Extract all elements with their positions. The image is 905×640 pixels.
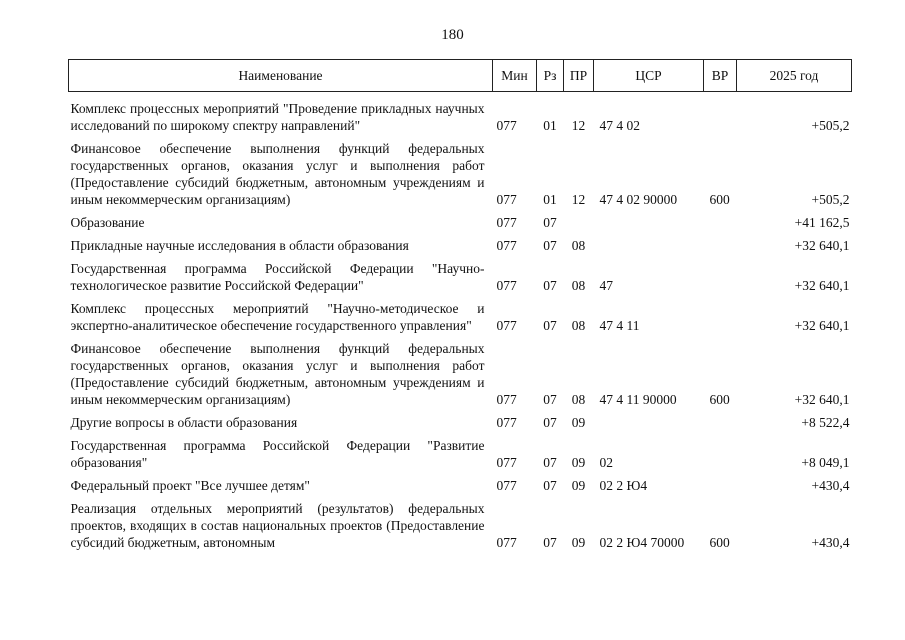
row-amount: +8 522,4 — [801, 415, 850, 430]
row-min: 077 — [496, 455, 517, 470]
row-csr — [594, 231, 704, 254]
row-csr: 02 2 Ю4 — [599, 478, 648, 493]
row-vr — [704, 431, 737, 471]
row-min: 077 — [496, 392, 517, 407]
row-min: 077 — [496, 478, 517, 493]
row-vr — [704, 231, 737, 254]
row-csr: 47 4 02 — [599, 118, 640, 133]
table-row — [69, 208, 852, 231]
row-vr — [704, 254, 737, 294]
table-header-row — [69, 60, 852, 92]
header-rz: Рз — [537, 60, 564, 92]
row-rz: 07 — [543, 535, 557, 550]
row-min: 077 — [496, 318, 517, 333]
row-amount: +8 049,1 — [801, 455, 850, 470]
row-name: Образование — [70, 215, 145, 230]
row-name: Реализация отдельных мероприятий (результатов) федеральных проектов, входящих в состав национальных проектов (Предоставление субсидий бюджетным, автономным — [70, 501, 485, 550]
row-rz: 07 — [543, 392, 557, 407]
row-pr: 12 — [571, 118, 586, 133]
row-pr: 09 — [571, 415, 586, 430]
row-name: Прикладные научные исследования в области образования — [70, 238, 409, 253]
row-amount: +32 640,1 — [794, 278, 850, 293]
row-name: Другие вопросы в области образования — [70, 415, 298, 430]
row-pr: 09 — [571, 478, 586, 493]
row-csr: 47 4 11 — [599, 318, 640, 333]
row-min: 077 — [496, 278, 517, 293]
row-min: 077 — [496, 415, 517, 430]
row-amount: +41 162,5 — [794, 215, 850, 230]
row-name: Финансовое обеспечение выполнения функций федеральных государственных органов, оказания услуг и выполнения работ (Предоставление субсидий бюджетным, автономным учреждениям и иным некоммерческим организациям) — [70, 141, 485, 207]
row-min: 077 — [496, 238, 517, 253]
table-row — [69, 471, 852, 494]
row-pr: 08 — [571, 238, 586, 253]
row-vr: 600 — [709, 192, 730, 207]
row-vr — [704, 408, 737, 431]
row-csr: 02 2 Ю4 70000 — [599, 535, 685, 550]
row-pr: 08 — [571, 278, 586, 293]
row-vr — [704, 471, 737, 494]
page-number: 180 — [441, 27, 464, 43]
row-amount: +32 640,1 — [794, 392, 850, 407]
row-name: Финансовое обеспечение выполнения функций федеральных государственных органов, оказания услуг и выполнения работ (Предоставление субсидий бюджетным, автономным учреждениям и иным некоммерческим организациям) — [70, 341, 485, 407]
row-name: Государственная программа Российской Федерации "Научно-технологическое развитие Российской Федерации" — [70, 261, 485, 293]
row-amount: +32 640,1 — [794, 318, 850, 333]
row-name: Государственная программа Российской Федерации "Развитие образования" — [70, 438, 485, 470]
row-min: 077 — [496, 118, 517, 133]
row-csr — [594, 408, 704, 431]
row-pr: 09 — [571, 535, 586, 550]
row-min: 077 — [496, 535, 517, 550]
row-vr: 600 — [709, 535, 730, 550]
table-row — [69, 334, 852, 408]
row-amount: +430,4 — [811, 535, 850, 550]
table-row — [69, 431, 852, 471]
row-name: Комплекс процессных мероприятий "Научно-методическое и экспертно-аналитическое обеспечение государственного управления" — [70, 301, 485, 333]
row-rz: 07 — [543, 415, 557, 430]
header-vr: ВР — [704, 60, 737, 92]
table-row — [69, 294, 852, 334]
row-rz: 01 — [543, 118, 557, 133]
row-vr: 600 — [709, 392, 730, 407]
row-amount: +430,4 — [811, 478, 850, 493]
header-name: Наименование — [69, 60, 493, 92]
row-pr: 12 — [571, 192, 586, 207]
row-pr: 08 — [571, 318, 586, 333]
row-pr: 08 — [571, 392, 586, 407]
row-csr: 47 4 02 90000 — [599, 192, 678, 207]
budget-table — [68, 59, 852, 551]
table-row — [69, 231, 852, 254]
row-min: 077 — [496, 215, 517, 230]
table-row — [69, 134, 852, 208]
row-csr: 47 4 11 90000 — [599, 392, 677, 407]
row-rz: 07 — [543, 278, 557, 293]
header-min: Мин — [493, 60, 537, 92]
row-pr: 09 — [571, 455, 586, 470]
table-row — [69, 254, 852, 294]
header-year: 2025 год — [737, 60, 852, 92]
row-amount: +505,2 — [811, 192, 850, 207]
row-amount: +505,2 — [811, 118, 850, 133]
table-row — [69, 408, 852, 431]
row-min: 077 — [496, 192, 517, 207]
row-csr: 47 — [599, 278, 613, 293]
row-rz: 07 — [543, 478, 557, 493]
row-vr — [704, 92, 737, 135]
row-csr — [594, 208, 704, 231]
header-pr: ПР — [564, 60, 594, 92]
row-pr — [564, 208, 594, 231]
row-amount: +32 640,1 — [794, 238, 850, 253]
row-name: Комплекс процессных мероприятий "Проведение прикладных научных исследований по широкому спектру направлений" — [70, 101, 485, 133]
row-vr — [704, 294, 737, 334]
row-name: Федеральный проект "Все лучшее детям" — [70, 478, 310, 493]
row-csr: 02 — [599, 455, 613, 470]
row-vr — [704, 208, 737, 231]
row-rz: 07 — [543, 215, 557, 230]
row-rz: 07 — [543, 455, 557, 470]
header-csr: ЦСР — [594, 60, 704, 92]
row-rz: 07 — [543, 318, 557, 333]
row-rz: 07 — [543, 238, 557, 253]
table-row — [69, 494, 852, 551]
table-row — [69, 92, 852, 135]
row-rz: 01 — [543, 192, 557, 207]
